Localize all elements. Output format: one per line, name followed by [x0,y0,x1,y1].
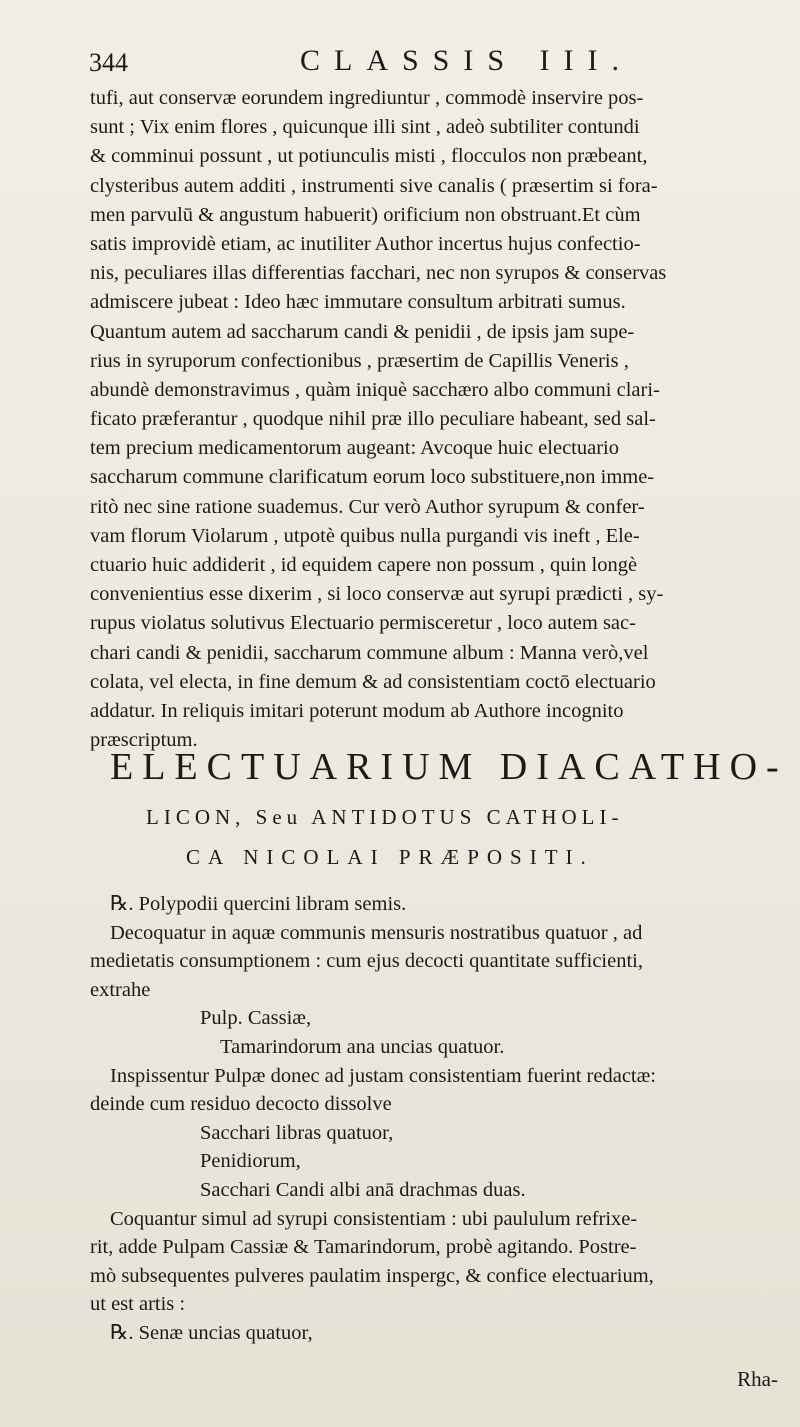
section-subtitle-2: CA NICOLAI PRÆPOSITI. [186,845,594,869]
recipe-line: deinde cum residuo decocto dissolve [90,1093,392,1116]
section-subtitle: LICON, Seu ANTIDOTUS CATHOLI- [146,805,624,829]
body-line: rius in syruporum confectionibus , præsertim de Capillis Veneris , [90,349,629,372]
body-line: rupus violatus solutivus Electuario permisceretur , loco autem sac- [90,612,636,635]
body-line: saccharum commune clarificatum eorum loco substituere,non imme- [90,466,655,489]
recipe-line: Sacchari Candi albi anā drachmas duas. [200,1178,526,1201]
page-number: 344 [89,48,128,77]
body-text [90,84,770,755]
recipe-line: ut est artis : [90,1293,186,1316]
body-line: & comminui possunt , ut potiunculis misti , flocculos non præbeant, [90,145,648,168]
recipe-line: extrahe [90,978,151,1001]
body-line: convenientius esse dixerim , si loco conservæ aut syrupi prædicti , sy- [90,583,664,606]
running-title: CLASSIS III. [300,44,634,77]
body-line: tufi, aut conservæ eorundem ingrediuntur , commodè inservire pos- [90,87,644,109]
recipe-line: Sacchari libras quatuor, [200,1121,394,1144]
body-line: sunt ; Vix enim flores , quicunque illi sint , adeò subtiliter contundi [90,116,640,139]
body-line: nis, peculiares illas differentias facchari, nec non syrupos & conservas [90,262,667,285]
page-header [0,42,800,82]
body-line: ficato præferantur , quodque nihil præ illo peculiare habeant, sed sal- [90,408,656,431]
body-line: satis improvidè etiam, ac inutiliter Author incertus hujus confectio- [90,232,641,255]
body-line: chari candi & penidii, saccharum commune album : Manna verò,vel [90,641,649,664]
body-line: addatur. In reliquis imitari poterunt modum ab Authore incognito [90,699,624,722]
recipe-line: medietatis consumptionem : cum ejus decocti quantitate sufficienti, [90,950,643,973]
body-line: admiscere jubeat : Ideo hæc immutare consultum arbitrati sumus. [90,291,626,314]
section-title: ELECTUARIUM DIACATHO- [110,746,788,788]
recipe-line: Penidiorum, [200,1150,301,1173]
recipe-line: Inspissentur Pulpæ donec ad justam consistentiam fuerint redactæ: [110,1064,656,1087]
body-line: Quantum autem ad saccharum candi & penidii , de ipsis jam supe- [90,320,635,343]
body-line: clysteribus autem additi , instrumenti sive canalis ( præsertim si fora- [90,174,658,197]
recipe-line: ℞. Polypodii quercini libram semis. [110,893,407,915]
recipe-line: Coquantur simul ad syrupi consistentiam : ubi paululum refrixe- [110,1207,638,1230]
recipe [90,890,780,1348]
body-line: præscriptum. [90,729,198,752]
body-line: vam florum Violarum , utpotè quibus nulla purgandi vis ineft , Ele- [90,524,640,547]
recipe-line: Decoquatur in aquæ communis mensuris nostratibus quatuor , ad [110,921,643,944]
body-line: ritò nec sine ratione suademus. Cur verò Author syrupum & confer- [90,495,645,518]
body-line: abundè demonstravimus , quàm iniquè sacchæro albo communi clari- [90,378,660,401]
recipe-line: mò subsequentes pulveres paulatim inspergc, & confice electuarium, [90,1264,654,1287]
recipe-line: rit, adde Pulpam Cassiæ & Tamarindorum, probè agitando. Postre- [90,1236,637,1259]
catchword: Rha- [737,1367,778,1391]
body-line: men parvulū & angustum habuerit) orificium non obstruant.Et cùm [90,203,641,226]
recipe-line: Pulp. Cassiæ, [200,1007,312,1030]
body-line: ctuario huic addiderit , id equidem capere non possum , quin longè [90,554,638,576]
recipe-line: Tamarindorum ana uncias quatuor. [220,1035,505,1058]
body-line: tem precium medicamentorum augeant: Avcoque huic electuario [90,437,619,460]
recipe-line: ℞. Senæ uncias quatuor, [110,1321,313,1344]
body-line: colata, vel electa, in fine demum & ad consistentiam coctō electuario [90,670,656,693]
